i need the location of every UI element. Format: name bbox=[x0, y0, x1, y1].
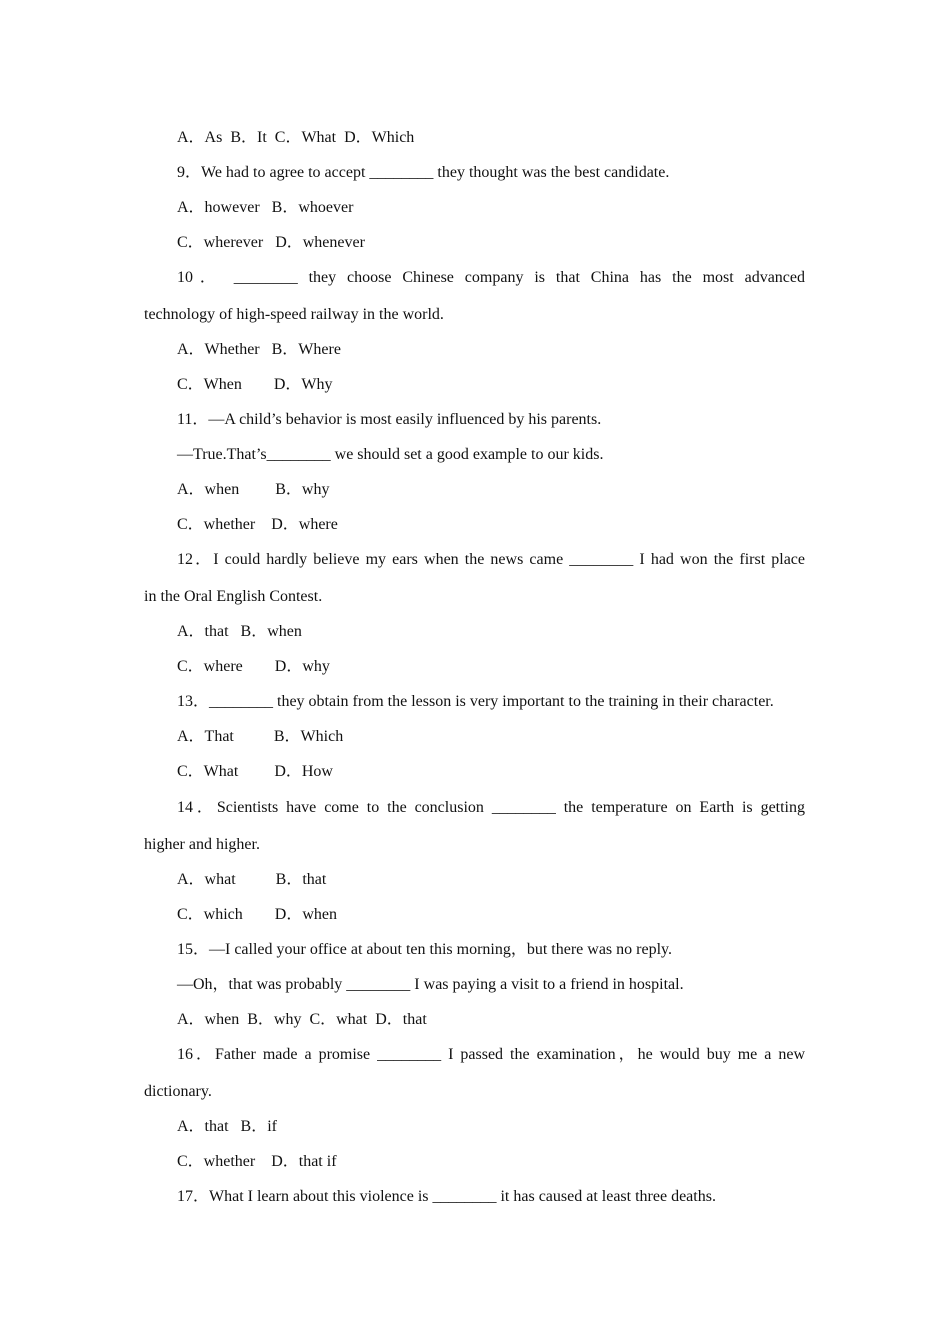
options-line: C．whether D．that if bbox=[177, 1153, 337, 1170]
question-14-continuation: higher and higher. bbox=[144, 836, 260, 853]
question-12: 12．I could hardly believe my ears when the news came ________ I had won the first place bbox=[177, 551, 805, 568]
options-line: C．whether D．where bbox=[177, 516, 338, 533]
question-12-continuation: in the Oral English Contest. bbox=[144, 588, 323, 605]
options-line: A．As B．It C．What D．Which bbox=[177, 129, 415, 146]
question-11: 11．—A child’s behavior is most easily influenced by his parents. bbox=[177, 411, 602, 428]
options-line: C．When D．Why bbox=[177, 376, 333, 393]
options-line: A．that B．if bbox=[177, 1118, 277, 1135]
question-16: 16．Father made a promise ________ I passed the examination，he would buy me a new bbox=[177, 1046, 805, 1063]
question-13: 13．________ they obtain from the lesson is very important to the training in their character. bbox=[177, 693, 774, 710]
options-line: C．wherever D．whenever bbox=[177, 234, 365, 251]
options-line: A．That B．Which bbox=[177, 728, 344, 745]
question-17: 17．What I learn about this violence is ________ it has caused at least three deaths. bbox=[177, 1188, 716, 1205]
question-10: 10． ________ they choose Chinese company is that China has the most advanced bbox=[177, 269, 806, 286]
options-line: C．which D．when bbox=[177, 906, 337, 923]
question-16-continuation: dictionary. bbox=[144, 1083, 212, 1100]
options-line: A．Whether B．Where bbox=[177, 341, 341, 358]
question-15: 15．—I called your office at about ten this morning，but there was no reply. bbox=[177, 941, 672, 958]
options-line: C．What D．How bbox=[177, 763, 333, 780]
question-10-continuation: technology of high-speed railway in the world. bbox=[144, 306, 444, 323]
options-line: A．when B．why bbox=[177, 481, 330, 498]
options-line: A．what B．that bbox=[177, 871, 327, 888]
question-15-reply: —Oh，that was probably ________ I was paying a visit to a friend in hospital. bbox=[177, 976, 684, 993]
options-line: A．however B．whoever bbox=[177, 199, 354, 216]
question-9: 9．We had to agree to accept ________ they thought was the best candidate. bbox=[177, 164, 670, 181]
options-line: A．that B．when bbox=[177, 623, 302, 640]
question-11-reply: —True.That’s________ we should set a good example to our kids. bbox=[177, 446, 604, 463]
question-14: 14．Scientists have come to the conclusion ________ the temperature on Earth is getting bbox=[177, 799, 805, 816]
options-line: A．when B．why C．what D．that bbox=[177, 1011, 427, 1028]
options-line: C．where D．why bbox=[177, 658, 330, 675]
